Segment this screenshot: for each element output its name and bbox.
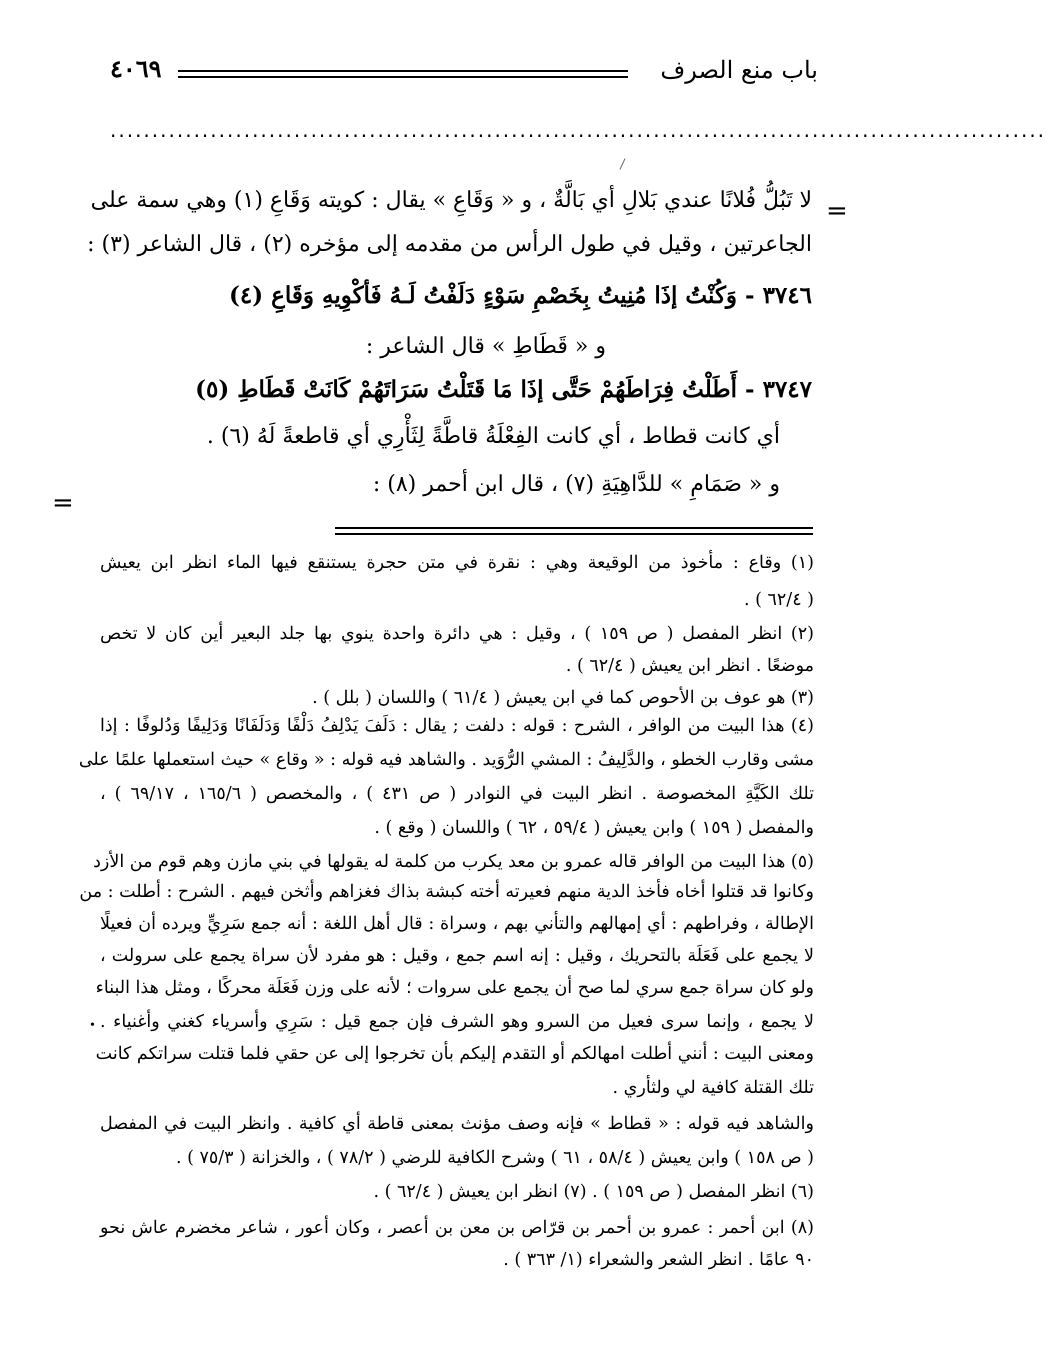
footnote-divider-2: [335, 533, 813, 535]
continuation-mark-top: =: [826, 196, 848, 226]
chapter-title: باب منع الصرف: [660, 56, 818, 84]
header-rule-top: [178, 70, 628, 72]
footnote-line: ومعنى البيت : أنني أطلت امهالكم أو التقدم إليكم بأن تخرجوا إلى عن حقي فلما قتلت سراتكم كانت: [95, 1044, 814, 1064]
footnote-line: (١) وقاع : مأخوذ من الوقيعة وهي : نقرة في متن حجرة يستنقع فيها الماء انظر ابن يعيش: [100, 553, 814, 573]
page-header: [100, 50, 818, 90]
footnote-line: موضعًا . انظر ابن يعيش ( ٦٢/٤ ) .: [565, 656, 814, 676]
footnote-line: ( ٦٢/٤ ) .: [743, 590, 814, 610]
footnote-line: والشاهد فيه قوله : « قطاط » فإنه وصف مؤنث بمعنى قاطة أي كافية . وانظر البيت في المفصل: [100, 1114, 814, 1134]
footnote-divider-1: [335, 527, 813, 529]
verse-3746: ٣٧٤٦ - وَكُنْتُ إذَا مُنِيتُ بِخَصْمِ سَوْءٍ دَلَفْتُ لَـهُ فَأكْوِيهِ وَقَاعِ (٤): [229, 282, 812, 309]
footnote-line: تلك القتلة كافية لي ولثأري .: [612, 1078, 814, 1098]
main-line-7: و « صَمَامِ » للدَّاهِيَةِ (٧) ، قال ابن أحمر (٨) :: [372, 472, 780, 497]
footnote-line: لا يجمع على فَعَلَة بالتحريك ، وقيل : إنه اسم جمع ، وقيل : هو مفرد لأن سراة يجمع على سرولت ،: [100, 946, 814, 966]
footnote-line: الإطالة ، وفراطهم : أي إمهالهم والتأني بهم ، وسراة : قال أهل اللغة : أنه جمع سَرِيٍّ ويرده أن فعيلًا: [100, 914, 814, 934]
footnote-line: ولو كان سراة جمع سري لما صح أن يجمع على سروات ؛ لأنه على وزن فَعَلَة محركًا ، ومثل هذا البناء: [95, 978, 814, 998]
footnote-line: لا يجمع ، وإنما سرى فعيل من السرو وهو الشرف فإن جمع قيل : سَرِي وأسرياء كغني وأغنياء .: [100, 1012, 814, 1032]
footnote-line: (٤) هذا البيت من الوافر ، الشرح : قوله : دلفت ; يقال : دَلَفَ يَدْلِفُ دَلْفًا وَدَلَفَانًا وَدَلِيفًا وَدُلوفًا : إذا: [100, 716, 814, 736]
continuation-mark-bottom: =: [52, 488, 74, 518]
main-line-1: لا تَبُلُّ فُلانًا عندي بَلالِ أي بَالَّةٌ ، و « وَقَاعِ » يقال : كويته وَقَاعِ (١) وهي سمة على: [90, 188, 812, 213]
main-line-2: الجاعرتين ، وقيل في طول الرأس من مقدمه إلى مؤخره (٢) ، قال الشاعر (٣) :: [87, 232, 812, 257]
footnote-line: (٥) هذا البيت من الوافر قاله عمرو بن معد يكرب من كلمة له يقولها في بني مازن وهم قوم من الأزد: [93, 852, 814, 872]
verse-3747: ٣٧٤٧ - أَطَلْتُ فِرَاطَهُمْ حَتَّى إذَا مَا قَتَلْتُ سَرَاتَهُمْ كَانَتْ قَطَاطِ (٥): [195, 376, 812, 403]
footnote-line: وكانوا قد قتلوا أخاه فأخذ الدية منهم فعيرته أخته كبشة بذاك فغزاهم وأثخن فيهم . الشرح : أطلت : من: [79, 882, 814, 902]
footnote-line: مشى وقارب الخطو ، والدَّلِيفُ : المشي الرُّوَيد . والشاهد فيه قوله : « وقاع » حيث استعملها علمًا على: [78, 750, 814, 770]
main-line-6: أي كانت قطاط ، أي كانت الفِعْلَةُ قاطَّةً لِثَأْرِي أي قاطعةً لَهُ (٦) .: [206, 424, 780, 449]
footnote-line: (٦) انظر المفصل ( ص ١٥٩ ) . (٧) انظر ابن يعيش ( ٦٢/٤ ) .: [373, 1182, 814, 1202]
page-number: ٤٠٦٩: [110, 54, 162, 83]
stray-mark: [620, 158, 626, 169]
footnote-line: تلك الكَيَّةِ المخصوصة . انظر البيت في النوادر ( ص ٤٣١ ) ، والمخصص ( ١٦٥/٦ ، ٦٩/١٧ ) ،: [100, 784, 814, 804]
margin-bullet: •: [90, 1018, 95, 1033]
footnote-line: والمفصل ( ١٥٩ ) وابن يعيش ( ٥٩/٤ ، ٦٢ ) واللسان ( وقع ) .: [374, 818, 814, 838]
footnote-line: (٣) هو عوف بن الأحوص كما في ابن يعيش ( ٦١/٤ ) واللسان ( بلل ) .: [312, 688, 814, 708]
header-rule-bottom: [178, 76, 628, 78]
dotted-separator: ................................................................................................................: [110, 118, 1046, 142]
main-line-4: و « قَطَاطِ » قال الشاعر :: [365, 334, 606, 359]
footnote-line: (٨) ابن أحمر : عمرو بن أحمر بن قرّاص بن معن بن أعصر ، وكان أعور ، شاعر مخضرم عاش نحو: [100, 1218, 814, 1238]
footnote-line: ٩٠ عامًا . انظر الشعر والشعراء (١/ ٣٦٣ ) .: [503, 1250, 814, 1270]
footnote-line: ( ص ١٥٨ ) وابن يعيش ( ٥٨/٤ ، ٦١ ) وشرح الكافية للرضي ( ٧٨/٢ ) ، والخزانة ( ٧٥/٣ ) .: [175, 1148, 814, 1168]
footnote-line: (٢) انظر المفصل ( ص ١٥٩ ) ، وقيل : هي دائرة واحدة ينوي بها جلد البعير أين كان لا تخص: [100, 624, 814, 644]
